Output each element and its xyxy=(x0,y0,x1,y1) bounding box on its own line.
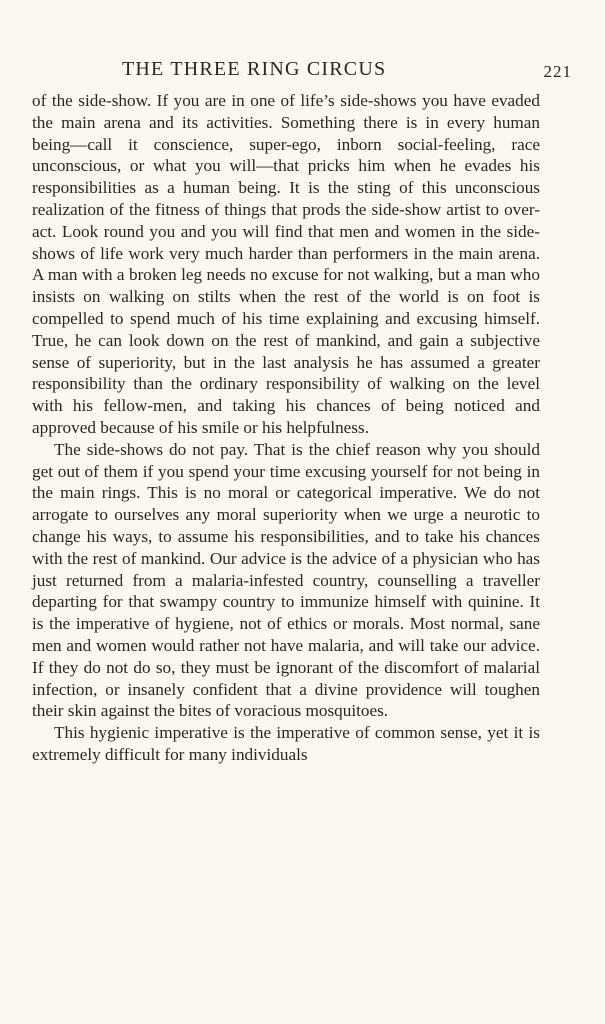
paragraph-continued: of the side-show. If you are in one of life’s side-shows you have evaded the main arena and its activities. Something there is in every human being—call it conscience, super-ego, inborn social-feeling, race unconscious, or what you will—that pricks him when he evades his responsibilities as a human being. It is the sting of this unconscious realization of the fitness of things that prods the side-show artist to over-act. Look round you and you will find that men and women in the side-shows of life work very much harder than performers in the main arena. A man with a broken leg needs no excuse for not walking, but a man who insists on walking on stilts when the rest of the world is on foot is compelled to spend much of his time explaining and excusing himself. True, he can look down on the rest of mankind, and gain a subjective sense of superiority, but in the last analysis he has assumed a greater responsibility than the ordinary responsibility of walking on the level with his fellow-men, and taking his chances of being noticed and approved because of his smile or his helpfulness. xyxy=(32,91,540,437)
running-title: THE THREE RING CIRCUS xyxy=(122,58,387,80)
running-head xyxy=(32,58,572,86)
paragraph-hygienic-imperative: This hygienic imperative is the imperative of common sense, yet it is extremely difficult for many individuals xyxy=(32,723,540,764)
body-text xyxy=(32,90,540,766)
page-number: 221 xyxy=(543,62,572,81)
paragraph-side-shows-do-not-pay: The side-shows do not pay. That is the chief reason why you should get out of them if you spend your time excusing yourself for not being in the main rings. This is no moral or categorical imperative. We do not arrogate to ourselves any moral superiority when we urge a neurotic to change his ways, to assume his responsibilities, and to take his chances with the rest of mankind. Our advice is the advice of a physician who has just returned from a malaria-infested country, counselling a traveller departing for that swampy country to immunize himself with quinine. It is the imperative of hygiene, not of ethics or morals. Most normal, sane men and women would rather not have malaria, and will take our advice. If they do not do so, they must be ignorant of the discomfort of malarial infection, or insanely confident that a divine providence will toughen their skin against the bites of voracious mosquitoes. xyxy=(32,439,540,721)
